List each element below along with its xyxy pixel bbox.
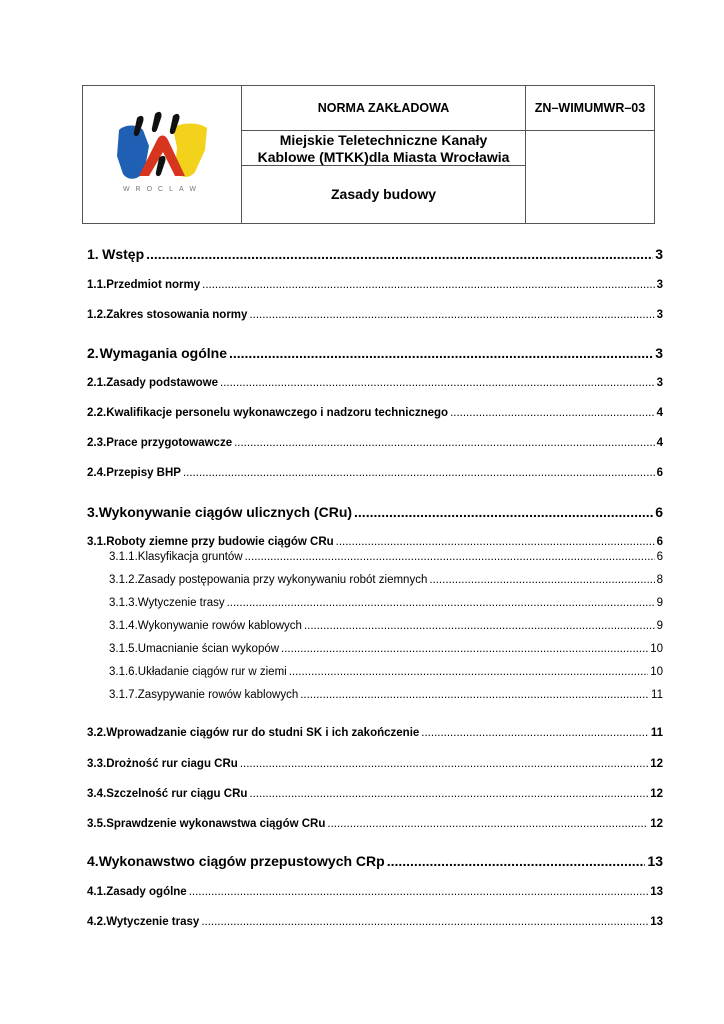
toc-title: Roboty ziemne przy budowie ciągów CRu <box>106 536 334 548</box>
document-header-table <box>82 85 655 224</box>
logo-black-stroke-2 <box>152 112 162 132</box>
toc-entry[interactable] <box>109 597 663 609</box>
toc-number: 2. <box>87 345 99 361</box>
toc-entry[interactable] <box>87 377 663 389</box>
toc-entry[interactable] <box>87 437 663 449</box>
norma-label: NORMA ZAKŁADOWA <box>242 86 525 131</box>
toc-leader-dots <box>421 727 649 739</box>
toc-number: 4.1. <box>87 886 107 898</box>
toc-number: 3.1.7. <box>109 689 138 701</box>
toc-leader-dots <box>227 597 655 609</box>
toc-title: Zasady postępowania przy wykonywaniu robót ziemnych <box>137 574 428 586</box>
toc-title: Przepisy BHP <box>106 467 181 479</box>
toc-page-number: 13 <box>647 853 663 869</box>
toc-entry[interactable] <box>87 345 663 361</box>
toc-entry[interactable] <box>87 788 663 800</box>
toc-entry[interactable] <box>87 818 663 830</box>
logo-caption: WROCLAW <box>122 186 203 193</box>
toc-leader-dots <box>450 407 655 419</box>
toc-number: 3.1.4. <box>109 620 138 632</box>
toc-page-number: 4 <box>656 437 663 449</box>
toc-number: 2.2. <box>87 407 107 419</box>
toc-title: Wykonawstwo ciągów przepustowych CRp <box>98 853 385 869</box>
toc-page-number: 3 <box>655 246 663 262</box>
document-title <box>242 130 525 166</box>
toc-page-number: 12 <box>650 788 663 800</box>
toc-leader-dots <box>354 504 653 520</box>
toc-page-number: 12 <box>650 758 663 770</box>
toc-leader-dots <box>327 818 648 830</box>
toc-page-number: 4 <box>656 407 663 419</box>
toc-entry[interactable] <box>87 504 663 520</box>
toc-entry[interactable] <box>109 574 663 586</box>
toc-leader-dots <box>304 620 655 632</box>
toc-title: Kwalifikacje personelu wykonawczego i nadzoru technicznego <box>106 407 449 419</box>
toc-title: Zasypywanie rowów kablowych <box>137 689 299 701</box>
toc-leader-dots <box>220 377 655 389</box>
toc-title: Zasady ogólne <box>106 886 187 898</box>
document-title-line2: Kablowe (MTKK)dla Miasta Wrocławia <box>257 149 510 165</box>
toc-entry[interactable] <box>87 853 663 869</box>
toc-title: Prace przygotowawcze <box>106 437 233 449</box>
toc-entry[interactable] <box>87 467 663 479</box>
toc-number: 4. <box>87 853 99 869</box>
toc-title: Sprawdzenie wykonawstwa ciągów CRu <box>106 818 326 830</box>
toc-number: 4.2. <box>87 916 107 928</box>
toc-leader-dots <box>183 467 655 479</box>
toc-entry[interactable] <box>87 536 663 548</box>
logo-cell <box>83 86 242 223</box>
toc-leader-dots <box>336 536 655 548</box>
toc-number: 3.5. <box>87 818 107 830</box>
toc-entry[interactable] <box>109 551 663 563</box>
toc-entry[interactable] <box>87 309 663 321</box>
toc-title: Przedmiot normy <box>106 279 201 291</box>
toc-page-number: 10 <box>650 666 663 678</box>
toc-title: Zakres stosowania normy <box>106 309 248 321</box>
toc-leader-dots <box>249 309 654 321</box>
document-title-line1: Miejskie Teletechniczne Kanały <box>279 132 488 148</box>
toc-leader-dots <box>429 574 654 586</box>
toc-title: Wytyczenie trasy <box>106 916 200 928</box>
toc-page-number: 9 <box>656 597 663 609</box>
toc-number: 3.1.3. <box>109 597 138 609</box>
toc-entry[interactable] <box>109 620 663 632</box>
toc-number: 3.1. <box>87 536 107 548</box>
toc-number: 1. <box>87 246 99 262</box>
toc-number: 1.2. <box>87 309 107 321</box>
title-cell <box>242 86 526 223</box>
toc-title: Klasyfikacja gruntów <box>137 551 243 563</box>
toc-title: Wprowadzanie ciągów rur do studni SK i ich zakończenie <box>106 727 420 739</box>
toc-number: 3.1.1. <box>109 551 138 563</box>
toc-entry[interactable] <box>87 407 663 419</box>
toc-leader-dots <box>281 643 648 655</box>
code-cell <box>526 86 654 223</box>
toc-entry[interactable] <box>87 279 663 291</box>
toc-title: Wykonywanie ciągów ulicznych (CRu) <box>98 504 353 520</box>
toc-title: Umacnianie ścian wykopów <box>137 643 280 655</box>
toc-number: 3.2. <box>87 727 107 739</box>
toc-title: Szczelność rur ciągu CRu <box>106 788 248 800</box>
toc-number: 3. <box>87 504 99 520</box>
toc-entry[interactable] <box>87 916 663 928</box>
toc-number: 3.4. <box>87 788 107 800</box>
toc-entry[interactable] <box>87 886 663 898</box>
toc-number: 3.1.2. <box>109 574 138 586</box>
toc-number: 3.1.5. <box>109 643 138 655</box>
document-subtitle: Zasady budowy <box>330 186 437 202</box>
toc-page-number: 3 <box>656 377 663 389</box>
toc-entry[interactable] <box>87 727 663 739</box>
toc-leader-dots <box>234 437 655 449</box>
toc-page-number: 9 <box>656 620 663 632</box>
toc-entry[interactable] <box>109 666 663 678</box>
toc-leader-dots <box>189 886 648 898</box>
toc-title: Wymagania ogólne <box>99 345 227 361</box>
toc-entry[interactable] <box>87 246 663 262</box>
toc-leader-dots <box>229 345 653 361</box>
toc-number: 1.1. <box>87 279 107 291</box>
toc-entry[interactable] <box>109 643 663 655</box>
toc-leader-dots <box>249 788 648 800</box>
toc-leader-dots <box>201 916 648 928</box>
toc-leader-dots <box>146 246 653 262</box>
toc-leader-dots <box>289 666 649 678</box>
toc-page-number: 11 <box>650 727 663 739</box>
toc-number: 3.1.6. <box>109 666 138 678</box>
toc-entry[interactable] <box>109 689 663 701</box>
toc-number: 2.3. <box>87 437 107 449</box>
toc-page-number: 8 <box>656 574 663 586</box>
toc-page-number: 3 <box>656 309 663 321</box>
document-code: ZN–WIMUMWR–03 <box>526 86 654 131</box>
toc-page-number: 6 <box>656 467 663 479</box>
toc-page-number: 12 <box>650 818 663 830</box>
toc-title: Układanie ciągów rur w ziemi <box>137 666 287 678</box>
toc-page-number: 10 <box>650 643 663 655</box>
toc-leader-dots <box>300 689 649 701</box>
toc-page-number: 11 <box>651 689 663 701</box>
toc-number: 2.1. <box>87 377 107 389</box>
toc-title: Wytyczenie trasy <box>137 597 225 609</box>
toc-title: Wstęp <box>102 246 145 262</box>
toc-leader-dots <box>245 551 655 563</box>
toc-page-number: 13 <box>650 916 663 928</box>
toc-leader-dots <box>387 853 646 869</box>
toc-entry[interactable] <box>87 758 663 770</box>
toc-page-number: 6 <box>656 551 663 563</box>
toc-title: Zasady podstawowe <box>106 377 219 389</box>
toc-leader-dots <box>240 758 648 770</box>
wroclaw-logo <box>115 110 211 188</box>
toc-title: Wykonywanie rowów kablowych <box>137 620 302 632</box>
toc-leader-dots <box>202 279 654 291</box>
toc-page-number: 13 <box>650 886 663 898</box>
toc-page-number: 6 <box>656 536 663 548</box>
toc-number: 3.3. <box>87 758 107 770</box>
toc-page-number: 3 <box>655 345 663 361</box>
toc-page-number: 3 <box>656 279 663 291</box>
toc-page-number: 6 <box>655 504 663 520</box>
toc-number: 2.4. <box>87 467 107 479</box>
toc-title: Drożność rur ciagu CRu <box>106 758 238 770</box>
